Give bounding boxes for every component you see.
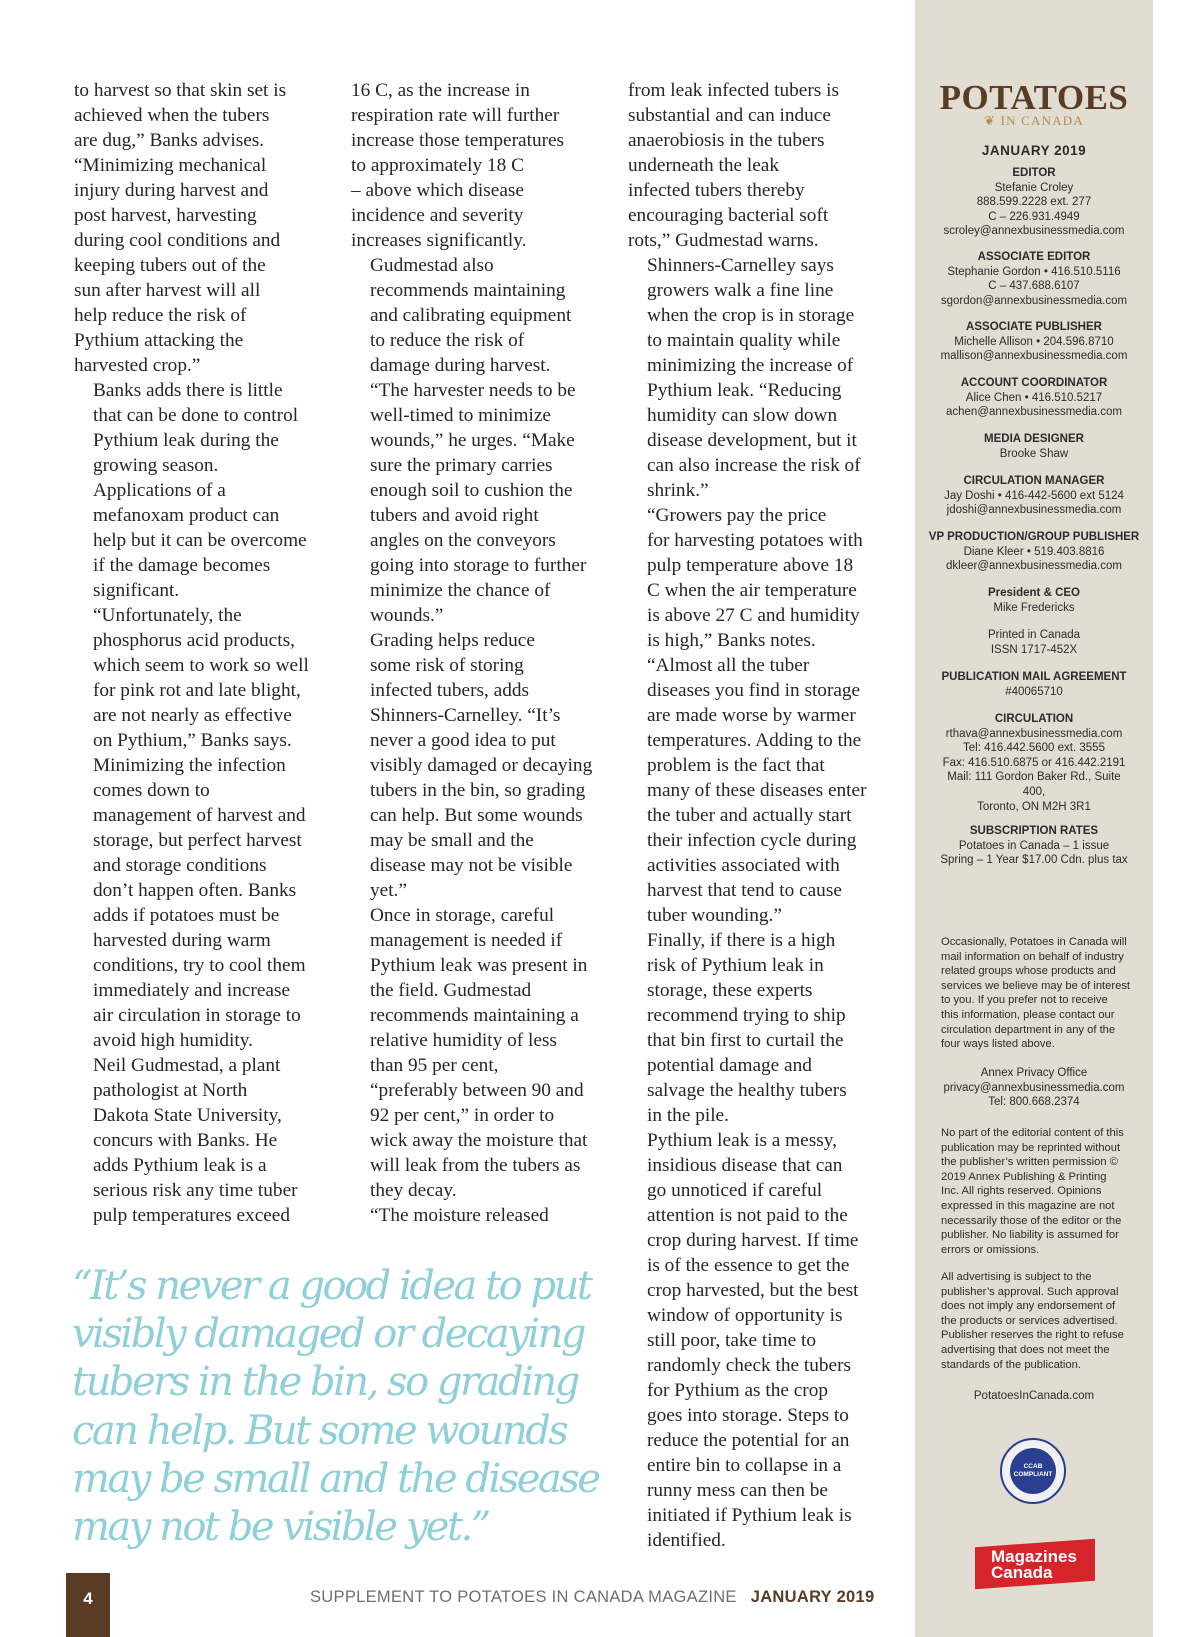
- pull-quote-line: “It’s never a good idea to put: [72, 1263, 591, 1309]
- masthead-line: Mike Fredericks: [993, 601, 1075, 614]
- text-line: Pythium leak was present in: [370, 955, 588, 976]
- notice-line: the products or services advertised.: [941, 1314, 1118, 1327]
- text-line: on Pythium,” Banks says.: [93, 730, 292, 751]
- text-line: management is needed if: [370, 930, 563, 951]
- masthead-line: dkleer@annexbusinessmedia.com: [946, 560, 1122, 573]
- text-line: shrink.”: [647, 480, 709, 501]
- advertising-notice: [941, 1270, 1129, 1372]
- text-line: concurs with Banks. He: [93, 1130, 278, 1151]
- text-line: tubers in the bin, so grading: [370, 780, 586, 801]
- masthead-block: [915, 376, 1153, 420]
- text-line: post harvest, harvesting: [74, 205, 257, 226]
- text-line: don’t happen often. Banks: [93, 880, 297, 901]
- masthead-block: [915, 628, 1153, 657]
- text-line: insidious disease that can: [647, 1155, 843, 1176]
- text-line: if the damage becomes: [93, 555, 271, 576]
- text-line: “The harvester needs to be: [370, 380, 576, 401]
- privacy-line: Annex Privacy Office: [980, 1067, 1088, 1079]
- text-line: runny mess can then be: [647, 1480, 828, 1501]
- text-line: storage, these experts: [647, 980, 813, 1001]
- text-line: wounds.”: [370, 605, 444, 626]
- logo-title: POTATOES: [939, 78, 1129, 117]
- text-line: diseases you find in storage: [647, 680, 861, 701]
- text-line: encouraging bacterial soft: [628, 205, 829, 226]
- masthead-heading: CIRCULATION MANAGER: [963, 475, 1105, 487]
- masthead-line: Toronto, ON M2H 3R1: [977, 800, 1091, 813]
- text-line: that bin first to curtail the: [647, 1030, 844, 1051]
- notice-line: advertising that does not meet the: [941, 1343, 1110, 1356]
- text-line: to approximately 18 C: [351, 155, 524, 176]
- text-line: serious risk any time tuber: [93, 1180, 298, 1201]
- pull-quote-line: can help. But some wounds: [72, 1407, 567, 1454]
- text-line: randomly check the tubers: [647, 1355, 851, 1376]
- article-column-1: [74, 78, 332, 1228]
- notice-line: four ways listed above.: [941, 1038, 1055, 1051]
- article-paragraph: [74, 378, 332, 603]
- text-line: keeping tubers out of the: [74, 255, 266, 276]
- text-line: Shinners-Carnelley. “It’s: [370, 705, 561, 726]
- text-line: angles on the conveyors: [370, 530, 556, 551]
- text-line: Grading helps reduce: [370, 630, 535, 651]
- text-line: never a good idea to put: [370, 730, 556, 751]
- masthead-block: [915, 670, 1153, 699]
- text-line: growing season.: [93, 455, 219, 476]
- text-line: damage during harvest.: [370, 355, 551, 376]
- masthead-line: Stefanie Croley: [994, 181, 1074, 194]
- masthead-block: [915, 530, 1153, 574]
- masthead-line: C – 437.688.6107: [988, 280, 1080, 293]
- text-line: increase those temperatures: [351, 130, 565, 151]
- masthead-block: [915, 586, 1153, 615]
- text-line: and storage conditions: [93, 855, 267, 876]
- text-line: adds if potatoes must be: [93, 905, 280, 926]
- text-line: than 95 per cent,: [370, 1055, 499, 1076]
- notice-line: circulation department in any of the: [941, 1023, 1116, 1036]
- text-line: – above which disease: [351, 180, 524, 201]
- masthead-line: Diane Kleer • 519.403.8816: [963, 545, 1105, 558]
- footer-text: SUPPLEMENT TO POTATOES IN CANADA MAGAZINE: [310, 1588, 737, 1606]
- text-line: 16 C, as the increase in: [351, 80, 530, 101]
- article-paragraph: [351, 1203, 609, 1228]
- text-line: to maintain quality while: [647, 330, 841, 351]
- article-paragraph: [351, 628, 609, 903]
- text-line: crop harvested, but the best: [647, 1280, 859, 1301]
- text-line: increases significantly.: [351, 230, 527, 251]
- text-line: when the crop is in storage: [647, 305, 855, 326]
- text-line: visibly damaged or decaying: [370, 755, 593, 776]
- pull-quote-line: may be small and the disease: [72, 1455, 599, 1502]
- masthead-heading: VP PRODUCTION/GROUP PUBLISHER: [928, 531, 1140, 543]
- text-line: comes down to: [93, 780, 210, 801]
- masthead-line: Mail: 111 Gordon Baker Rd., Suite: [947, 771, 1121, 784]
- text-line: entire bin to collapse in a: [647, 1455, 842, 1476]
- website-url[interactable]: PotatoesInCanada.com: [973, 1390, 1095, 1402]
- masthead-heading: ACCOUNT COORDINATOR: [960, 377, 1108, 389]
- text-line: from leak infected tubers is: [628, 80, 839, 101]
- masthead-block: [915, 166, 1153, 239]
- issue-date: JANUARY 2019: [981, 143, 1087, 158]
- masthead-line: Tel: 416.442.5600 ext. 3555: [963, 742, 1105, 755]
- notice-line: Inc. All rights reserved. Opinions: [941, 1185, 1102, 1198]
- text-line: tuber wounding.”: [647, 905, 782, 926]
- text-line: they decay.: [370, 1180, 457, 1201]
- notice-line: publisher’s approval. Such approval: [941, 1285, 1119, 1298]
- text-line: infected tubers, adds: [370, 680, 530, 701]
- ccab-badge: [1000, 1438, 1066, 1504]
- text-line: the field. Gudmestad: [370, 980, 532, 1001]
- masthead-line: rthava@annexbusinessmedia.com: [945, 727, 1123, 740]
- text-line: for harvesting potatoes with: [647, 530, 863, 551]
- masthead-heading: ASSOCIATE EDITOR: [977, 251, 1091, 263]
- article-paragraph: [628, 1128, 890, 1553]
- masthead-line: 888.599.2228 ext. 277: [976, 196, 1092, 209]
- text-line: some risk of storing: [370, 655, 524, 676]
- text-line: C when the air temperature: [647, 580, 857, 601]
- text-line: substantial and can induce: [628, 105, 831, 126]
- text-line: injury during harvest and: [74, 180, 269, 201]
- article-paragraph: [74, 603, 332, 753]
- masthead-line: Potatoes in Canada – 1 issue: [958, 839, 1110, 852]
- text-line: harvest that tend to cause: [647, 880, 842, 901]
- notice-line: does not imply any endorsement of: [941, 1300, 1116, 1313]
- mailing-notice: [941, 935, 1129, 1052]
- text-line: is of the essence to get the: [647, 1255, 850, 1276]
- text-line: which seem to work so well: [93, 655, 309, 676]
- text-line: sure the primary carries: [370, 455, 553, 476]
- text-line: Pythium attacking the: [74, 330, 244, 351]
- privacy-line: Tel: 800.668.2374: [988, 1096, 1080, 1109]
- text-line: management of harvest and: [93, 805, 306, 826]
- masthead-heading: CIRCULATION: [994, 713, 1074, 725]
- article-paragraph: [628, 253, 890, 503]
- article-paragraph: [74, 1053, 332, 1228]
- text-line: rots,” Gudmestad warns.: [628, 230, 819, 251]
- notice-line: standards of the publication.: [941, 1358, 1081, 1371]
- masthead-line: achen@annexbusinessmedia.com: [946, 406, 1122, 419]
- text-line: sun after harvest will all: [74, 280, 261, 301]
- masthead-heading: EDITOR: [1012, 167, 1056, 179]
- text-line: conditions, try to cool them: [93, 955, 306, 976]
- text-line: incidence and severity: [351, 205, 524, 226]
- text-line: window of opportunity is: [647, 1305, 843, 1326]
- masthead-line: Fax: 416.510.6875 or 416.442.2191: [942, 756, 1126, 769]
- potatoes-in-canada-logo: [915, 80, 1153, 128]
- text-line: the tuber and actually start: [647, 805, 852, 826]
- text-line: can help. But some wounds: [370, 805, 583, 826]
- article-paragraph: [74, 753, 332, 1053]
- pull-quote-line: tubers in the bin, so grading: [72, 1359, 578, 1406]
- text-line: help but it can be overcome: [93, 530, 307, 551]
- logo-subtitle: IN CANADA: [1000, 113, 1084, 128]
- text-line: disease development, but it: [647, 430, 857, 451]
- text-line: immediately and increase: [93, 980, 291, 1001]
- article-column-2: [351, 78, 609, 1228]
- masthead-line: 400,: [1022, 785, 1046, 798]
- text-line: “The moisture released: [370, 1205, 549, 1226]
- text-line: for pink rot and late blight,: [93, 680, 301, 701]
- privacy-office: [915, 1066, 1153, 1110]
- text-line: air circulation in storage to: [93, 1005, 301, 1026]
- text-line: respiration rate will further: [351, 105, 560, 126]
- text-line: goes into storage. Steps to: [647, 1405, 849, 1426]
- text-line: 92 per cent,” in order to: [370, 1105, 555, 1126]
- article-paragraph: [351, 903, 609, 1203]
- text-line: mefanoxam product can: [93, 505, 280, 526]
- notice-line: expressed in this magazine are not: [941, 1199, 1115, 1212]
- leaf-icon: ❦: [984, 113, 1001, 128]
- text-line: wick away the moisture that: [370, 1130, 588, 1151]
- text-line: potential damage and: [647, 1055, 812, 1076]
- masthead-line: C – 226.931.4949: [988, 210, 1080, 223]
- text-line: minimize the chance of: [370, 580, 551, 601]
- masthead-block: [915, 320, 1153, 364]
- text-line: in the pile.: [647, 1105, 729, 1126]
- text-line: is above 27 C and humidity: [647, 605, 860, 626]
- text-line: adds Pythium leak is a: [93, 1155, 267, 1176]
- text-line: are not nearly as effective: [93, 705, 292, 726]
- notice-line: publication may be reprinted without: [941, 1141, 1121, 1154]
- article-paragraph: [628, 503, 890, 928]
- text-line: humidity can slow down: [647, 405, 838, 426]
- notice-line: this information, please contact our: [941, 1008, 1115, 1021]
- text-line: pulp temperatures exceed: [93, 1205, 291, 1226]
- text-line: can also increase the risk of: [647, 455, 861, 476]
- text-line: phosphorus acid products,: [93, 630, 295, 651]
- text-line: “Growers pay the price: [647, 505, 827, 526]
- text-line: to reduce the risk of: [370, 330, 525, 351]
- text-line: wounds,” he urges. “Make: [370, 430, 575, 451]
- text-line: reduce the potential for an: [647, 1430, 850, 1451]
- text-line: storage, but perfect harvest: [93, 830, 302, 851]
- masthead-line: Brooke Shaw: [999, 447, 1069, 460]
- text-line: well-timed to minimize: [370, 405, 551, 426]
- notice-line: 2019 Annex Publishing & Printing: [941, 1170, 1107, 1183]
- masthead-line: Stephanie Gordon • 416.510.5116: [947, 265, 1121, 278]
- text-line: Shinners-Carnelley says: [647, 255, 834, 276]
- text-line: many of these diseases enter: [647, 780, 867, 801]
- notice-line: the publisher’s written permission ©: [941, 1156, 1118, 1169]
- notice-line: No part of the editorial content of this: [941, 1127, 1124, 1139]
- text-line: may be small and the: [370, 830, 534, 851]
- notice-line: necessarily those of the editor or the: [941, 1214, 1122, 1227]
- masthead-line: jdoshi@annexbusinessmedia.com: [946, 504, 1122, 517]
- ccab-badge-text: CCAB COMPLIANT: [1010, 1448, 1056, 1494]
- copyright-notice: [941, 1126, 1129, 1257]
- masthead-line: mallison@annexbusinessmedia.com: [940, 350, 1128, 363]
- text-line: crop during harvest. If time: [647, 1230, 859, 1251]
- text-line: Once in storage, careful: [370, 905, 555, 926]
- notice-line: related groups whose products and: [941, 965, 1116, 978]
- text-line: salvage the healthy tubers: [647, 1080, 847, 1101]
- article-paragraph: [628, 78, 890, 253]
- text-line: achieved when the tubers: [74, 105, 270, 126]
- article-column-3: [628, 78, 890, 1553]
- text-line: underneath the leak: [628, 155, 779, 176]
- text-line: for Pythium as the crop: [647, 1380, 828, 1401]
- text-line: going into storage to further: [370, 555, 587, 576]
- page-number: 4: [66, 1573, 110, 1637]
- masthead-line: Printed in Canada: [987, 629, 1081, 641]
- text-line: are made worse by warmer: [647, 705, 856, 726]
- pull-quote: [72, 1262, 632, 1551]
- text-line: Neil Gudmestad, a plant: [93, 1055, 281, 1076]
- masthead-line: Alice Chen • 416.510.5217: [965, 391, 1103, 404]
- text-line: that can be done to control: [93, 405, 299, 426]
- text-line: relative humidity of less: [370, 1030, 557, 1051]
- footer: [310, 1588, 874, 1607]
- text-line: and calibrating equipment: [370, 305, 572, 326]
- text-line: is high,” Banks notes.: [647, 630, 816, 651]
- text-line: Banks adds there is little: [93, 380, 283, 401]
- text-line: Applications of a: [93, 480, 226, 501]
- text-line: “preferably between 90 and: [370, 1080, 584, 1101]
- pull-quote-line: visibly damaged or decaying: [72, 1311, 584, 1358]
- text-line: growers walk a fine line: [647, 280, 834, 301]
- masthead-heading: PUBLICATION MAIL AGREEMENT: [941, 671, 1127, 683]
- notice-line: errors or omissions.: [941, 1243, 1040, 1256]
- text-line: recommend trying to ship: [647, 1005, 846, 1026]
- text-line: yet.”: [370, 880, 407, 901]
- masthead-line: ISSN 1717-452X: [990, 643, 1078, 656]
- masthead-block: [915, 474, 1153, 518]
- text-line: temperatures. Adding to the: [647, 730, 862, 751]
- masthead-line: sgordon@annexbusinessmedia.com: [940, 294, 1128, 307]
- masthead-block: [915, 712, 1153, 814]
- masthead-block: [915, 250, 1153, 308]
- text-line: harvested crop.”: [74, 355, 201, 376]
- article-paragraph: [351, 253, 609, 628]
- text-line: go unnoticed if careful: [647, 1180, 823, 1201]
- text-line: their infection cycle during: [647, 830, 857, 851]
- text-line: recommends maintaining a: [370, 1005, 579, 1026]
- masthead-line: Michelle Allison • 204.596.8710: [954, 335, 1114, 348]
- text-line: identified.: [647, 1530, 726, 1551]
- notice-line: Occasionally, Potatoes in Canada will: [941, 936, 1127, 948]
- text-line: tubers and avoid right: [370, 505, 539, 526]
- text-line: anaerobiosis in the tubers: [628, 130, 825, 151]
- text-line: Pythium leak during the: [93, 430, 279, 451]
- text-line: will leak from the tubers as: [370, 1155, 581, 1176]
- masthead-line: #40065710: [1005, 685, 1063, 698]
- notice-line: publisher. No liability is assumed for: [941, 1229, 1119, 1242]
- masthead-sidebar: [915, 0, 1153, 1637]
- notice-line: services we believe may be of interest: [941, 979, 1131, 992]
- text-line: still poor, take time to: [647, 1330, 816, 1351]
- notice-line: mail information on behalf of industry: [941, 950, 1124, 963]
- text-line: minimizing the increase of: [647, 355, 854, 376]
- masthead-line: scroley@annexbusinessmedia.com: [943, 225, 1125, 238]
- text-line: infected tubers thereby: [628, 180, 805, 201]
- text-line: Gudmestad also: [370, 255, 494, 276]
- text-line: Dakota State University,: [93, 1105, 282, 1126]
- magazines-canada-logo-text: Magazines Canada: [991, 1547, 1077, 1582]
- footer-month: JANUARY 2019: [750, 1588, 875, 1606]
- text-line: “Almost all the tuber: [647, 655, 810, 676]
- text-line: risk of Pythium leak in: [647, 955, 824, 976]
- text-line: significant.: [93, 580, 180, 601]
- text-line: enough soil to cushion the: [370, 480, 573, 501]
- text-line: help reduce the risk of: [74, 305, 247, 326]
- text-line: harvested during warm: [93, 930, 271, 951]
- text-line: to harvest so that skin set is: [74, 80, 287, 101]
- text-line: recommends maintaining: [370, 280, 566, 301]
- article-paragraph: [74, 78, 332, 378]
- notice-line: All advertising is subject to the: [941, 1271, 1092, 1283]
- text-line: “Unfortunately, the: [93, 605, 242, 626]
- text-line: “Minimizing mechanical: [74, 155, 267, 176]
- masthead-heading: ASSOCIATE PUBLISHER: [966, 321, 1102, 333]
- text-line: Pythium leak is a messy,: [647, 1130, 837, 1151]
- notice-line: to you. If you prefer not to receive: [941, 994, 1108, 1007]
- text-line: attention is not paid to the: [647, 1205, 848, 1226]
- masthead-heading: SUBSCRIPTION RATES: [969, 825, 1099, 837]
- text-line: problem is the fact that: [647, 755, 825, 776]
- text-line: are dug,” Banks advises.: [74, 130, 265, 151]
- masthead-line: Spring – 1 Year $17.00 Cdn. plus tax: [940, 854, 1128, 867]
- pull-quote-line: may not be visible yet.”: [72, 1504, 489, 1551]
- text-line: Pythium leak. “Reducing: [647, 380, 842, 401]
- masthead-line: Jay Doshi • 416-442-5600 ext 5124: [944, 489, 1124, 502]
- article-paragraph: [628, 928, 890, 1128]
- text-line: during cool conditions and: [74, 230, 281, 251]
- text-line: pathologist at North: [93, 1080, 248, 1101]
- notice-line: Publisher reserves the right to refuse: [941, 1329, 1124, 1342]
- masthead-heading: MEDIA DESIGNER: [984, 433, 1084, 445]
- article-paragraph: [351, 78, 609, 253]
- privacy-line: privacy@annexbusinessmedia.com: [943, 1081, 1125, 1094]
- masthead-heading: President & CEO: [987, 587, 1081, 599]
- text-line: activities associated with: [647, 855, 840, 876]
- text-line: Finally, if there is a high: [647, 930, 836, 951]
- text-line: initiated if Pythium leak is: [647, 1505, 852, 1526]
- text-line: avoid high humidity.: [93, 1030, 253, 1051]
- text-line: disease may not be visible: [370, 855, 573, 876]
- text-line: pulp temperature above 18: [647, 555, 854, 576]
- masthead-block: [915, 824, 1153, 868]
- text-line: Minimizing the infection: [93, 755, 286, 776]
- masthead-block: [915, 432, 1153, 461]
